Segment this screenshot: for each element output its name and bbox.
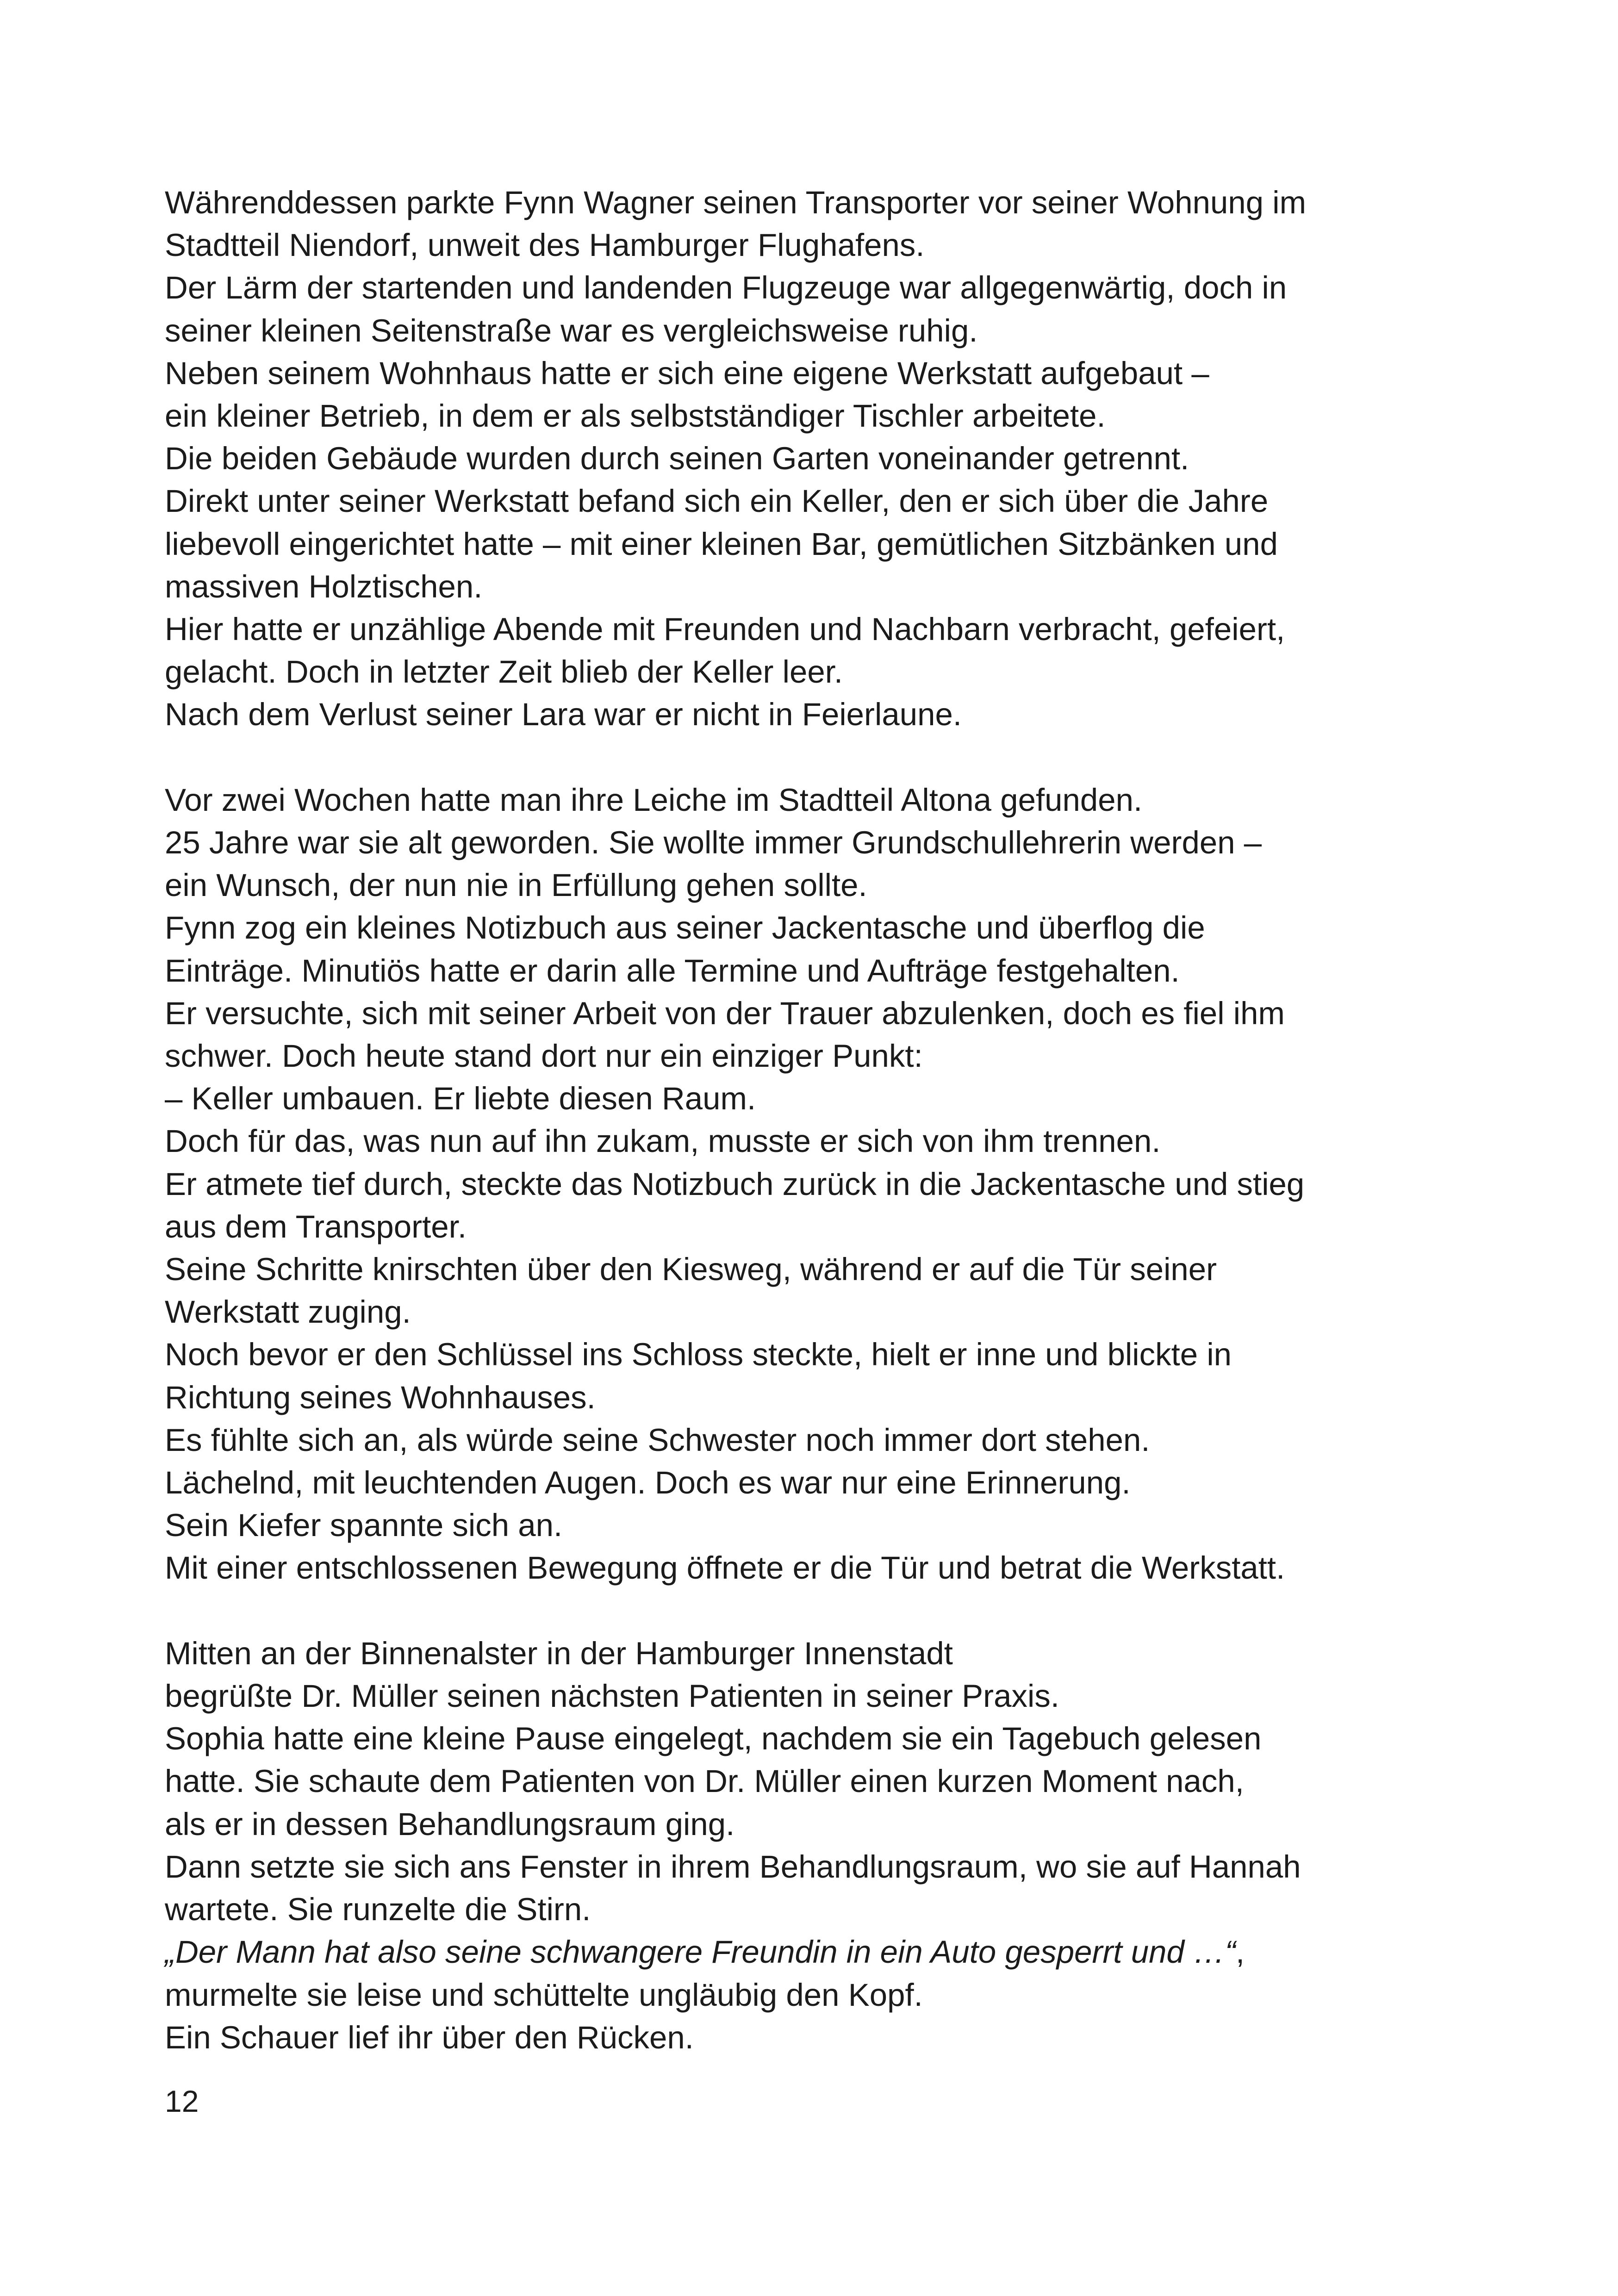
text-line: hatte. Sie schaute dem Patienten von Dr. Müller einen kurzen Moment nach,	[165, 1763, 1244, 1799]
text-line: Mitten an der Binnenalster in der Hamburger Innenstadt	[165, 1635, 953, 1671]
text-line: Ein Schauer lief ihr über den Rücken.	[165, 2019, 694, 2055]
quote-line	[165, 1931, 1488, 1973]
text-line: Vor zwei Wochen hatte man ihre Leiche im Stadtteil Altona gefunden.	[165, 782, 1143, 818]
text-line: schwer. Doch heute stand dort nur ein einziger Punkt:	[165, 1038, 923, 1074]
text-line: Einträge. Minutiös hatte er darin alle Termine und Aufträge festgehalten.	[165, 952, 1180, 989]
text-line: Neben seinem Wohnhaus hatte er sich eine eigene Werkstatt aufgebaut –	[165, 355, 1209, 391]
quote-italic: „Der Mann hat also seine schwangere Freundin in ein Auto gesperrt und …“	[165, 1934, 1236, 1970]
text-line: murmelte sie leise und schüttelte ungläubig den Kopf.	[165, 1977, 923, 2013]
text-line: liebevoll eingerichtet hatte – mit einer kleinen Bar, gemütlichen Sitzbänken und	[165, 526, 1278, 562]
text-line: Hier hatte er unzählige Abende mit Freunden und Nachbarn verbracht, gefeiert,	[165, 611, 1285, 647]
paragraph-gap	[165, 1590, 1488, 1632]
text-line: Seine Schritte knirschten über den Kiesweg, während er auf die Tür seiner	[165, 1251, 1217, 1288]
text-line: begrüßte Dr. Müller seinen nächsten Patienten in seiner Praxis.	[165, 1678, 1060, 1714]
text-line: Mit einer entschlossenen Bewegung öffnete er die Tür und betrat die Werkstatt.	[165, 1550, 1285, 1586]
body-text	[165, 181, 1488, 2059]
text-line: Noch bevor er den Schlüssel ins Schloss steckte, hielt er inne und blickte in	[165, 1337, 1232, 1373]
text-line: Stadtteil Niendorf, unweit des Hamburger Flughafens.	[165, 227, 925, 263]
text-line: 25 Jahre war sie alt geworden. Sie wollte immer Grundschullehrerin werden –	[165, 825, 1262, 861]
text-line: Fynn zog ein kleines Notizbuch aus seiner Jackentasche und überflog die	[165, 910, 1205, 946]
quote-comma: ,	[1236, 1934, 1245, 1970]
text-line: Direkt unter seiner Werkstatt befand sich ein Keller, den er sich über die Jahre	[165, 483, 1269, 519]
text-line: gelacht. Doch in letzter Zeit blieb der Keller leer.	[165, 654, 843, 690]
text-line: Er versuchte, sich mit seiner Arbeit von der Trauer abzulenken, doch es fiel ihm	[165, 995, 1285, 1031]
text-line: – Keller umbauen. Er liebte diesen Raum.	[165, 1081, 756, 1117]
text-line: Dann setzte sie sich ans Fenster in ihrem Behandlungsraum, wo sie auf Hannah	[165, 1848, 1301, 1885]
page-number: 12	[165, 2084, 199, 2118]
text-line: Sophia hatte eine kleine Pause eingelegt, nachdem sie ein Tagebuch gelesen	[165, 1721, 1262, 1757]
text-line: Die beiden Gebäude wurden durch seinen Garten voneinander getrennt.	[165, 441, 1189, 477]
text-line: Doch für das, was nun auf ihn zukam, musste er sich von ihm trennen.	[165, 1123, 1161, 1159]
text-line: Lächelnd, mit leuchtenden Augen. Doch es war nur eine Erinnerung.	[165, 1465, 1131, 1501]
paragraph-gap	[165, 736, 1488, 779]
text-line: aus dem Transporter.	[165, 1208, 467, 1244]
text-line: massiven Holztischen.	[165, 568, 483, 604]
text-line: Nach dem Verlust seiner Lara war er nicht in Feierlaune.	[165, 697, 962, 733]
text-line: Sein Kiefer spannte sich an.	[165, 1507, 563, 1543]
text-line: Richtung seines Wohnhauses.	[165, 1379, 596, 1415]
text-line: ein Wunsch, der nun nie in Erfüllung gehen sollte.	[165, 867, 867, 903]
text-line: als er in dessen Behandlungsraum ging.	[165, 1806, 735, 1842]
text-line: Es fühlte sich an, als würde seine Schwester noch immer dort stehen.	[165, 1422, 1150, 1458]
text-line: Der Lärm der startenden und landenden Flugzeuge war allgegenwärtig, doch in	[165, 270, 1287, 306]
text-line: Werkstatt zuging.	[165, 1294, 411, 1330]
text-line: ein kleiner Betrieb, in dem er als selbstständiger Tischler arbeitete.	[165, 398, 1106, 434]
text-line: seiner kleinen Seitenstraße war es vergleichsweise ruhig.	[165, 312, 978, 348]
text-line: Er atmete tief durch, steckte das Notizbuch zurück in die Jackentasche und stieg	[165, 1166, 1305, 1202]
text-line: Währenddessen parkte Fynn Wagner seinen Transporter vor seiner Wohnung im	[165, 185, 1307, 220]
text-line: wartete. Sie runzelte die Stirn.	[165, 1892, 591, 1928]
